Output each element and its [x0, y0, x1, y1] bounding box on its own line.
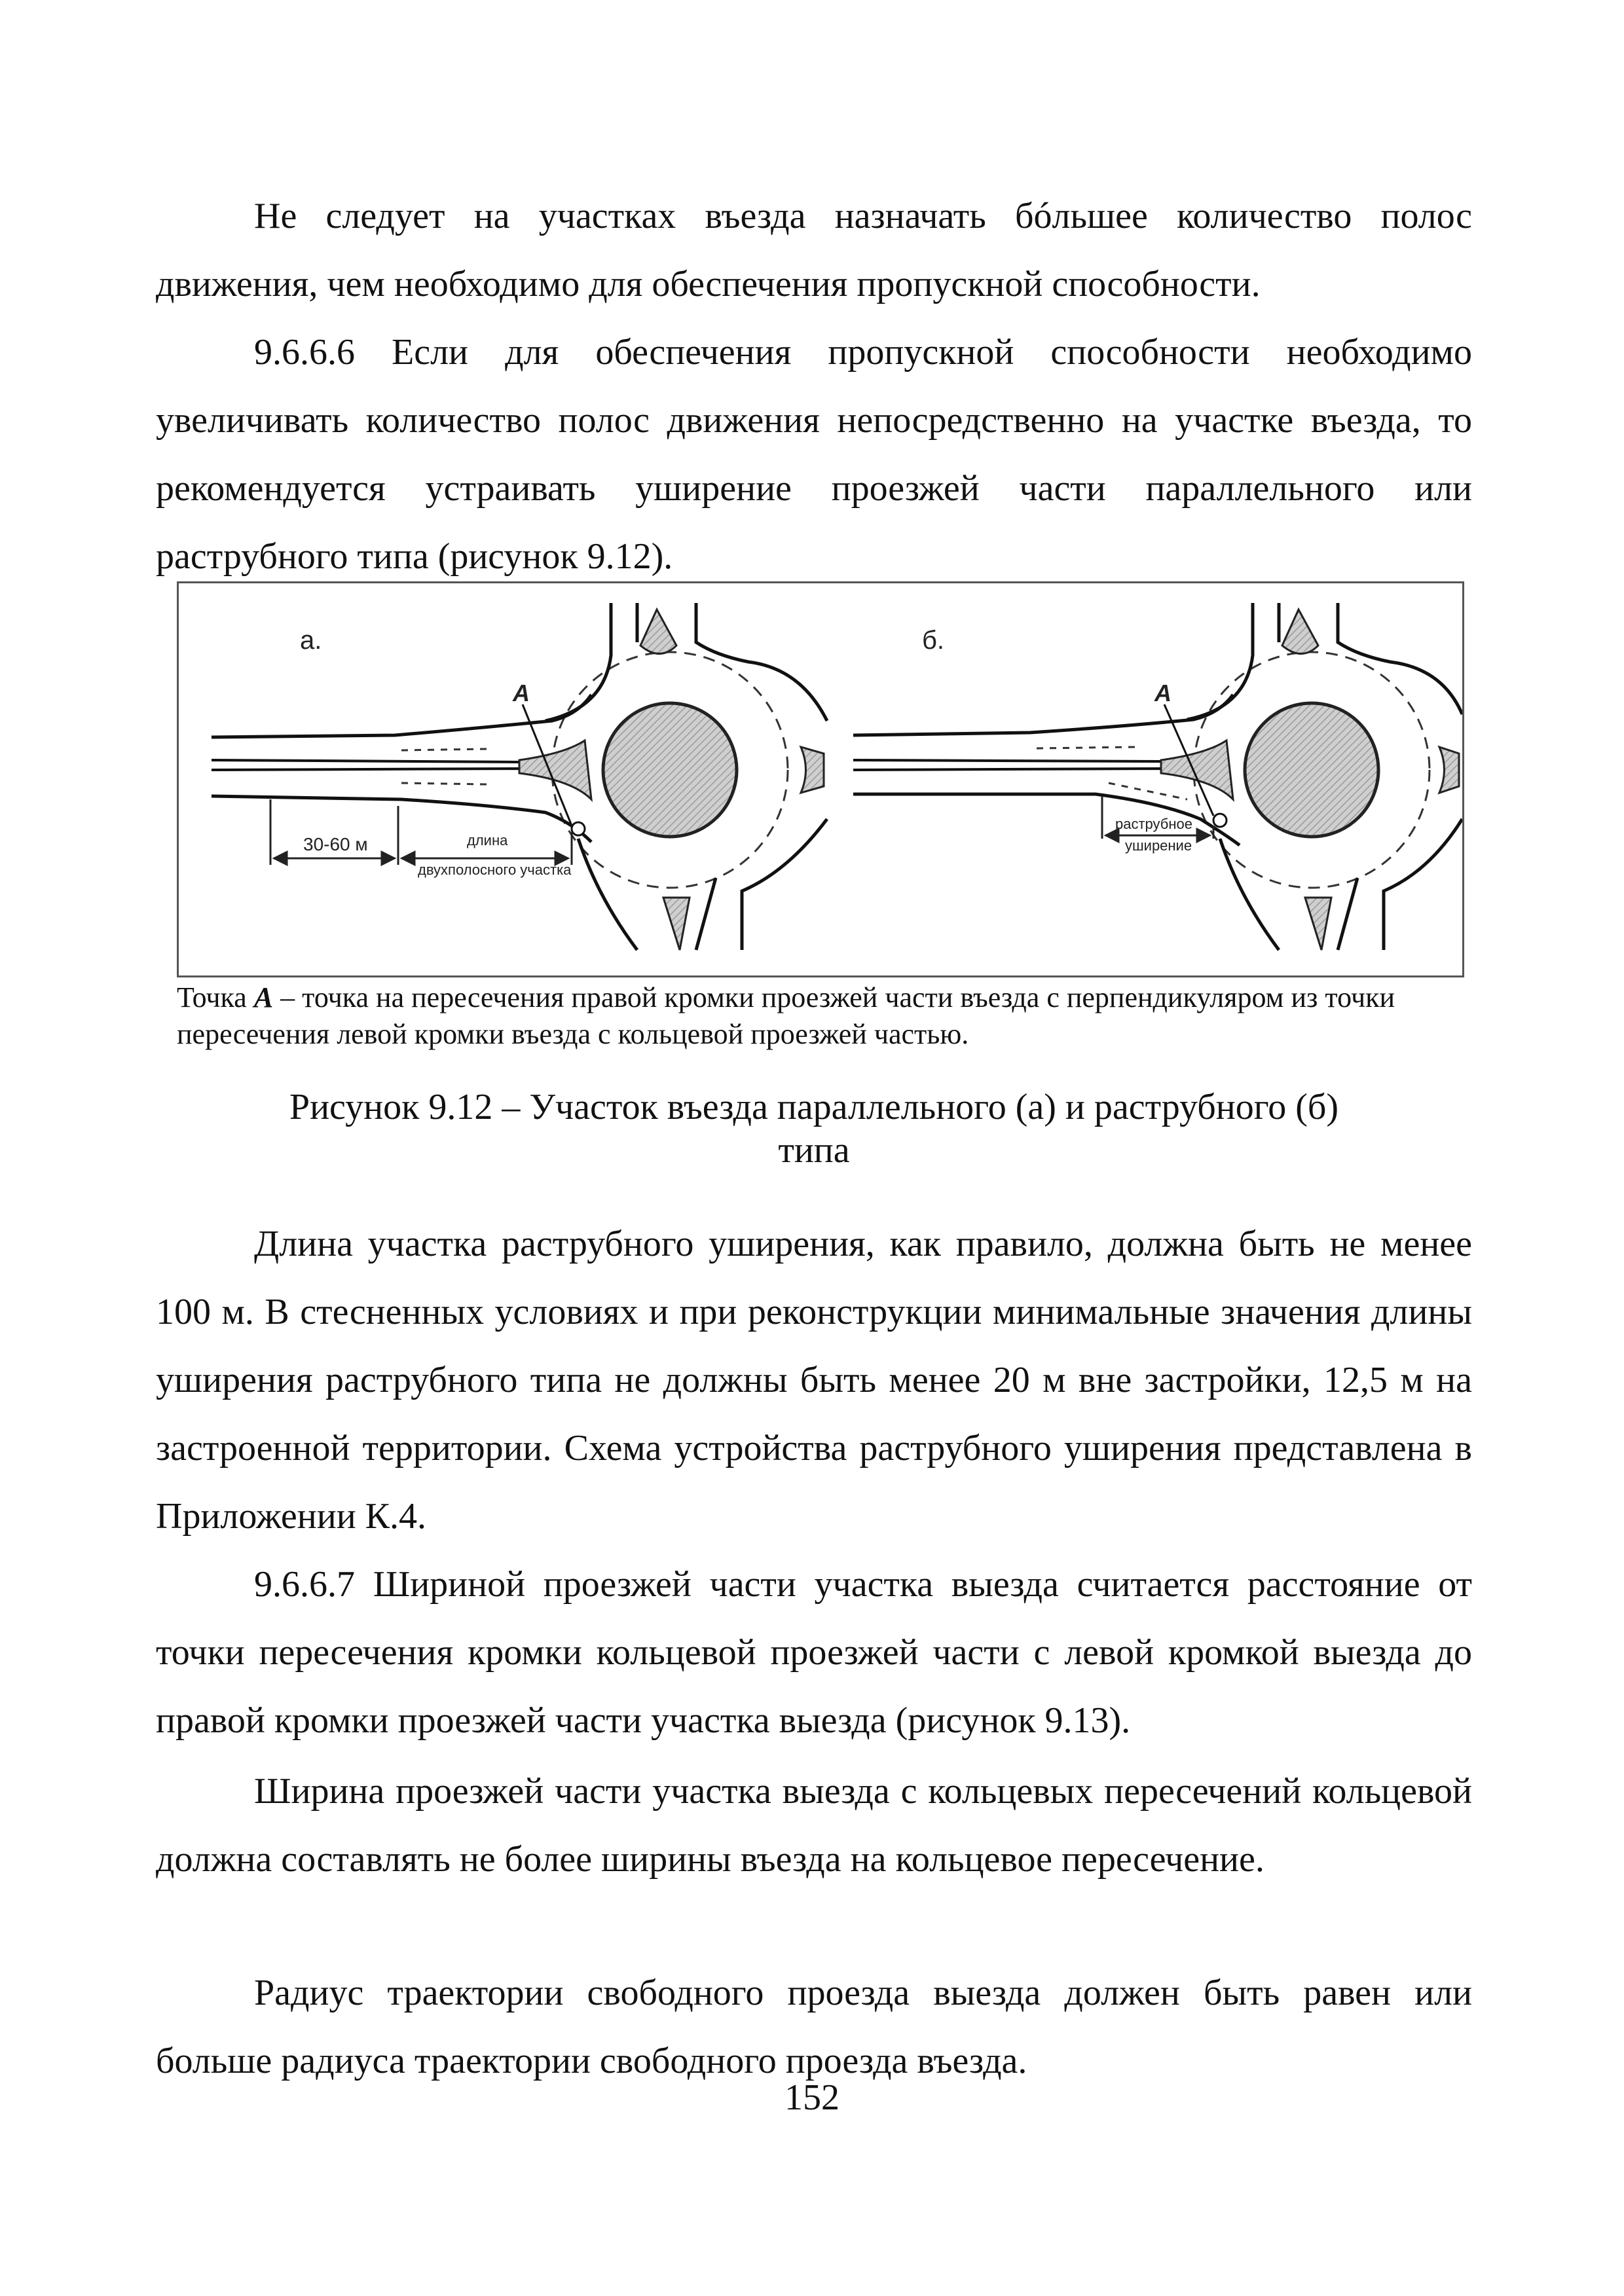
point-a-label-a: А — [513, 680, 530, 706]
entry-right-edge-a — [212, 796, 591, 842]
central-island-b — [1245, 703, 1378, 837]
paragraph-5: Ширина проезжей части участка выезда с кольцевых пересечений кольцевой должна составлять не более ширины въезда на кольцевое пересечение. — [156, 1771, 1472, 1880]
north-road-left-edge-a — [545, 603, 611, 721]
south-east-edge-b — [1384, 819, 1462, 950]
figure-note — [177, 979, 1473, 1053]
figure-9-12 — [177, 581, 1464, 977]
south-east-edge-a — [742, 819, 827, 950]
panel-b — [853, 603, 1462, 950]
panel-a — [212, 603, 827, 950]
entry-left-edge-a — [212, 695, 591, 737]
point-a-label-b: А — [1154, 680, 1172, 706]
splitter-island-a — [519, 740, 591, 799]
south-road-left-edge-a — [578, 839, 637, 950]
caption-line-2: типа — [778, 1130, 850, 1171]
east-island-a — [801, 747, 824, 793]
panel-a-label: а. — [300, 626, 322, 655]
dim-flare-label-2: уширение — [1125, 837, 1192, 854]
south-road-right-edge-a — [696, 878, 716, 950]
entry-median-inner-b — [853, 769, 1213, 773]
splitter-island-b — [1161, 740, 1233, 799]
central-island-a — [603, 703, 737, 837]
lane-mark-a2 — [401, 783, 487, 784]
north-island-a — [640, 610, 676, 654]
point-a-marker-b — [1213, 814, 1227, 827]
south-road-left-edge-b — [1220, 839, 1279, 950]
dim-flare-label-1: раструбное — [1115, 816, 1193, 832]
dim-two-lane-label-1: длина — [467, 832, 508, 848]
roundabout-diagram — [179, 583, 1462, 976]
dim-30-60-label: 30-60 м — [303, 834, 368, 854]
north-road-right-edge-a — [696, 603, 827, 721]
north-road-right-edge-b — [1338, 603, 1462, 714]
paragraph-1: Не следует на участках въезда назначать бóльшее количество полос движения, чем необходимо для обеспечения пропускной способности. — [156, 196, 1472, 304]
note-text: – точка на пересечения правой кромки проезжей части въезда с перпендикуляром из точки пересечения левой кромки въезда с кольцевой проезжей частью. — [177, 981, 1395, 1050]
lane-mark-a1 — [401, 749, 487, 750]
figure-caption — [156, 1085, 1472, 1172]
point-a-marker-a — [572, 822, 585, 835]
paragraph-6: Радиус траектории свободного проезда выезда должен быть равен или больше радиуса траектории свободного проезда въезда. — [156, 1973, 1472, 2081]
south-island-b — [1305, 898, 1331, 950]
page-number: 152 — [784, 2077, 840, 2118]
lane-mark-b1 — [1037, 747, 1135, 748]
north-island-b — [1282, 610, 1318, 654]
entry-median-inner-a — [212, 769, 572, 773]
paragraph-2: 9.6.6.6 Если для обеспечения пропускной способности необходимо увеличивать количество полос движения непосредственно на участке въезда, то рекомендуется устраивать уширение проезжей части параллельного или раструбного типа (рисунок 9.12). — [156, 332, 1472, 577]
note-point: А — [253, 981, 274, 1013]
dim-two-lane-label-2: двухполосного участка — [418, 862, 572, 878]
east-island-b — [1439, 747, 1459, 793]
caption-line-1: Рисунок 9.12 – Участок въезда параллельного (а) и раструбного (б) — [289, 1087, 1339, 1127]
paragraph-3: Длина участка раструбного уширения, как правило, должна быть не менее 100 м. В стесненных условиях и при реконструкции минимальные значения длины уширения раструбного типа не должны быть менее 20 м вне застройки, 12,5 м на застроенной территории. Схема устройства раструбного уширения представлена в Приложении К.4. — [156, 1224, 1472, 1537]
paragraph-4: 9.6.6.7 Шириной проезжей части участка выезда считается расстояние от точки пересечения кромки кольцевой проезжей части с левой кромкой выезда до правой кромки проезжей части участка выезда (рисунок 9.13). — [156, 1564, 1472, 1741]
panel-b-label: б. — [922, 626, 945, 655]
note-prefix: Точка — [177, 981, 254, 1013]
south-road-right-edge-b — [1338, 878, 1357, 950]
north-road-left-edge-b — [1187, 603, 1253, 720]
south-island-a — [663, 898, 690, 950]
